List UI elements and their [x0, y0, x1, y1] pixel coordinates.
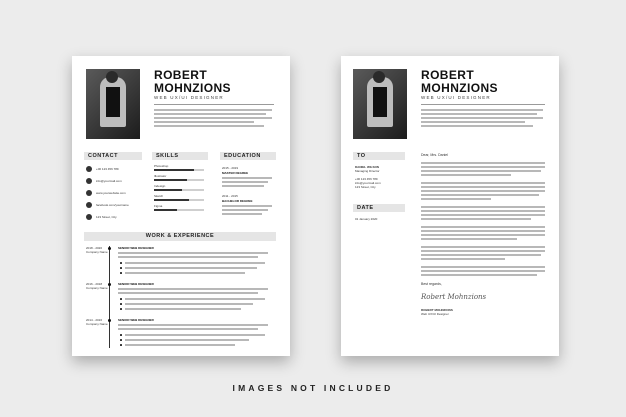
job-company: Company Name — [86, 250, 108, 254]
job-years: 2018 - 2020 — [86, 246, 103, 250]
letter-header-rule — [421, 104, 545, 105]
signer-role: Web UX/UI Designer — [421, 312, 449, 316]
contact-email: info@yourmail.com — [96, 179, 122, 183]
recipient-name: DANIEL WILSON — [355, 165, 379, 169]
job-title: SENIOR WEB DESIGNER — [118, 318, 154, 322]
skill-label: Photoshop — [154, 164, 169, 168]
work-header: WORK & EXPERIENCE — [84, 232, 276, 241]
letter-name-last: MOHNZIONS — [421, 81, 498, 95]
resume-role: WEB UX/UI DESIGNER — [154, 95, 224, 100]
letter-role: WEB UX/UI DESIGNER — [421, 95, 491, 100]
skill-label: Indesign — [154, 184, 166, 188]
phone-icon — [86, 166, 92, 172]
contact-social: facebook.com/yourname — [96, 203, 129, 207]
images-not-included-note: IMAGES NOT INCLUDED — [232, 383, 394, 393]
globe-icon — [86, 190, 92, 196]
date-header: DATE — [353, 204, 405, 212]
profile-photo — [353, 69, 407, 139]
recipient-email: info@yourmail.com — [355, 181, 381, 185]
profile-photo — [86, 69, 140, 139]
resume-header-rule — [154, 104, 274, 105]
signer-name: ROBERT MOHNZIONS — [421, 308, 453, 312]
job-years: 2014 - 2016 — [86, 318, 103, 322]
salutation: Dear, Mrs. Daniel — [421, 153, 449, 157]
skill-level-bar — [154, 199, 189, 201]
education-title: MASTER DEGREE — [222, 171, 249, 175]
date-value: 01 January 2020 — [355, 217, 378, 221]
job-years: 2016 - 2018 — [86, 282, 103, 286]
skill-label: Illustrator — [154, 174, 167, 178]
contact-address: 123 Street, City — [96, 215, 117, 219]
skill-label: Sketch — [154, 194, 164, 198]
timeline-dot — [108, 283, 111, 286]
email-icon — [86, 178, 92, 184]
signature: Robert Mohnzions — [421, 293, 487, 301]
job-company: Company Name — [86, 322, 108, 326]
timeline — [109, 246, 110, 348]
education-year: 2015 - 2019 — [222, 166, 239, 170]
to-header: TO — [353, 152, 405, 160]
job-title: SENIOR WEB DESIGNER — [118, 282, 154, 286]
education-header: EDUCATION — [220, 152, 276, 160]
recipient-phone: +00 123 456 789 — [355, 177, 378, 181]
education-title: BACHELOR DEGREE — [222, 199, 253, 203]
skills-header: SKILLS — [152, 152, 208, 160]
skill-level-bar — [154, 169, 194, 171]
contact-website: www.yourwebsite.com — [96, 191, 126, 195]
skill-level-bar — [154, 189, 182, 191]
closing: Best regards, — [421, 282, 442, 286]
job-company: Company Name — [86, 286, 108, 290]
letter-page — [341, 56, 559, 356]
contact-phone: +00 123 456 789 — [96, 167, 119, 171]
skill-label: Figma — [154, 204, 163, 208]
skill-level-bar — [154, 179, 187, 181]
skill-level-bar — [154, 209, 177, 211]
letter-name-first: ROBERT — [421, 68, 475, 82]
recipient-role: Managing Director — [355, 169, 380, 173]
resume-name-last: MOHNZIONS — [154, 81, 231, 95]
contact-header: CONTACT — [84, 152, 142, 160]
recipient-address: 123 Street, City — [355, 185, 376, 189]
timeline-dot — [108, 319, 111, 322]
resume-page — [72, 56, 290, 356]
location-icon — [86, 214, 92, 220]
education-year: 2011 - 2015 — [222, 194, 238, 198]
job-title: SENIOR WEB DESIGNER — [118, 246, 154, 250]
facebook-icon — [86, 202, 92, 208]
timeline-dot — [108, 247, 111, 250]
resume-name-first: ROBERT — [154, 68, 208, 82]
